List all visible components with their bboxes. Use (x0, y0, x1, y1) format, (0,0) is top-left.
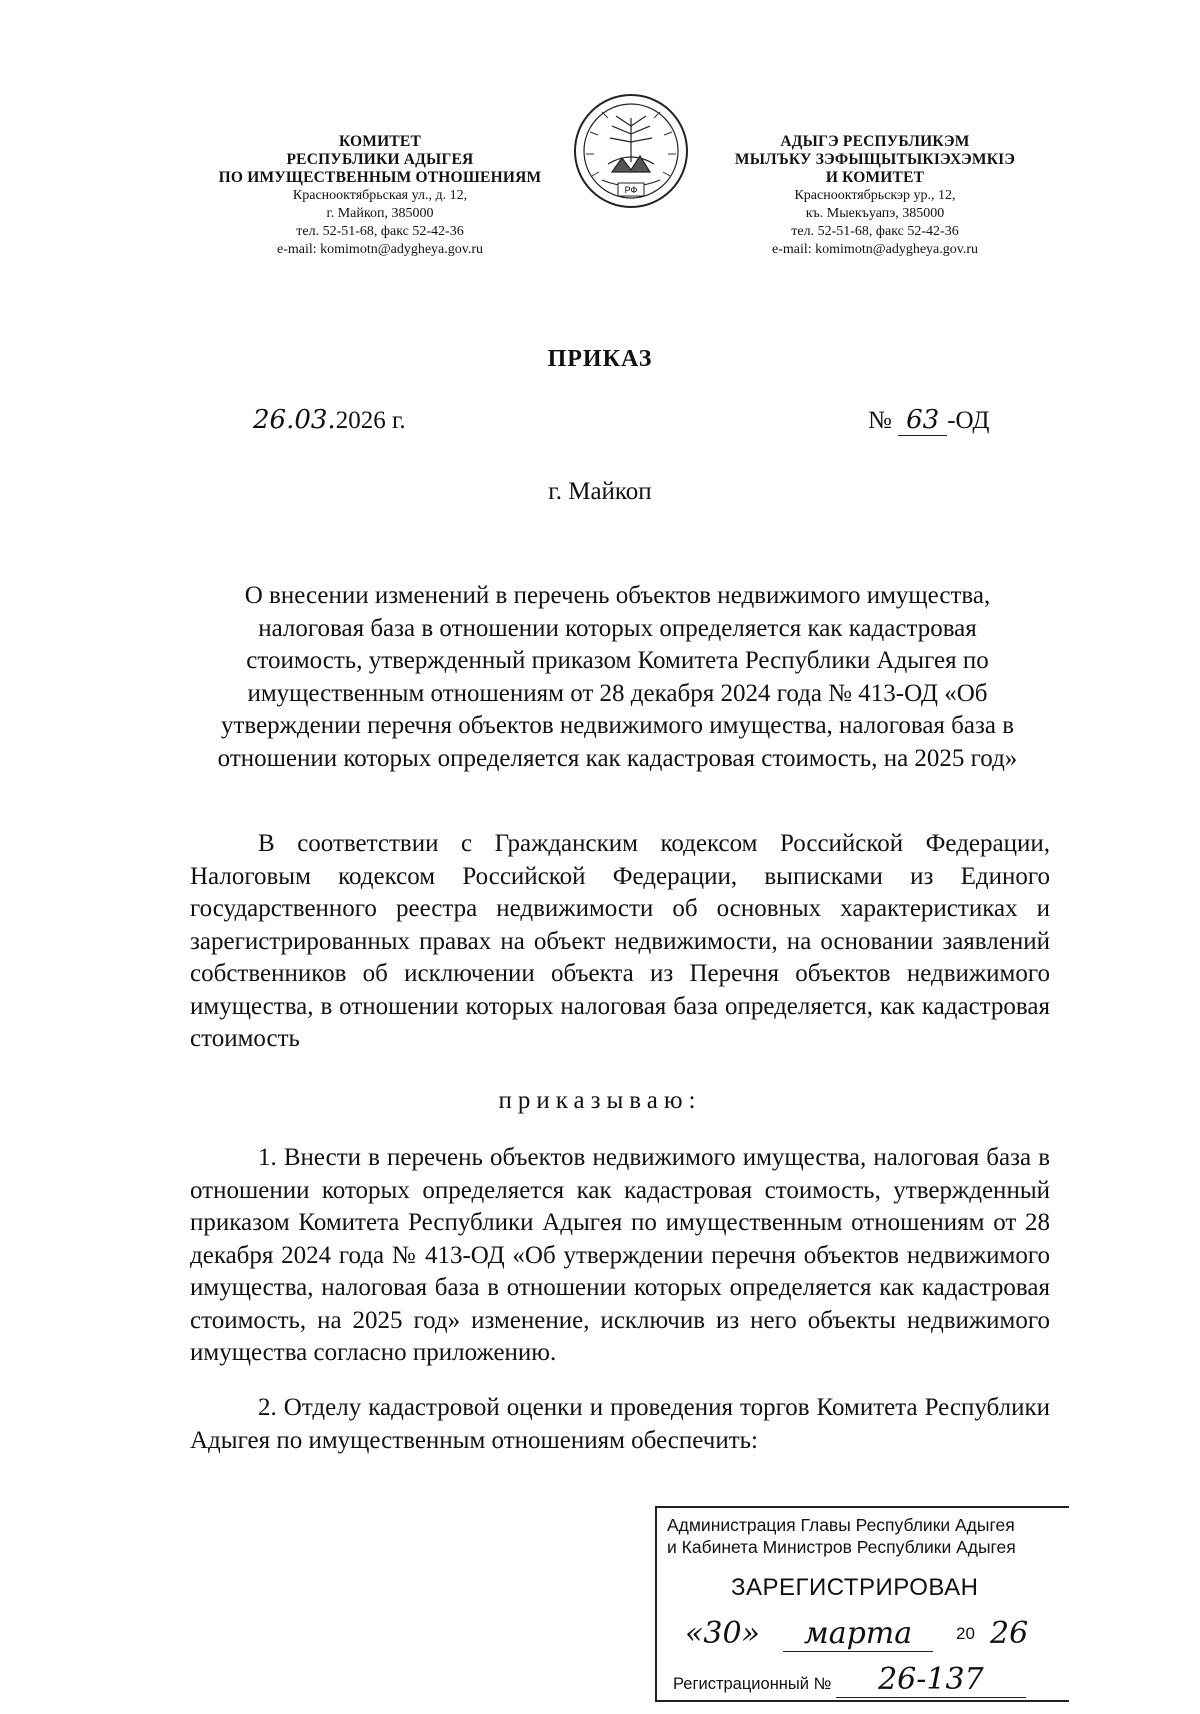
date-handwritten: 26.03. (253, 405, 336, 435)
registration-stamp (655, 1506, 1069, 1702)
header-right-line3: И КОМИТЕТ (825, 169, 925, 186)
stamp-year-handwritten: 26 (990, 1616, 1029, 1651)
item-1-paragraph: 1. Внести в перечень объектов недвижимого имущества, налоговая база в отношении которых определяется как кадастровая стоимость, утвержденный приказом Комитета Республики Адыгея по имущественным отношениям от 28 декабря 2024 года № 413-ОД «Об утверждении перечня объектов недвижимого имущества, налоговая база в отношении которых определяется как кадастровая стоимость, на 2025 год» изменение, исключив из него объекты недвижимого имущества согласно приложению. (190, 1144, 1050, 1366)
preamble-paragraph: В соответствии с Гражданским кодексом Российской Федерации, Налоговым кодексом Российской Федерации, выписками из Единого государственного реестра недвижимости об основных характеристиках и зарегистрированных правах на объект недвижимости, на основании заявлений собственников об исключении объекта из Перечня объектов недвижимого имущества, в отношении которых налоговая база определяется, как кадастровая стоимость (190, 830, 1050, 1052)
header-left-address1: Краснооктябрьская ул., д. 12, (292, 188, 468, 203)
header-right-address1: Краснооктябрьскэр ур., 12, (794, 188, 956, 203)
document-subject: О внесении изменений в перечень объектов недвижимого имущества, налоговая база в отношении которых определяется как кадастровая стоимость, утвержденный приказом Комитета Республики Адыгея по имущественным отношениям от 28 декабря 2024 года № 413-ОД «Об утверждении перечня объектов недвижимого имущества, налоговая база в отношении которых определяется как кадастровая стоимость, на 2025 год» (217, 582, 1018, 772)
coat-of-arms-icon (572, 92, 690, 210)
stamp-day-handwritten: «30» (685, 1616, 760, 1651)
document-date (253, 405, 406, 435)
number-suffix: -ОД (947, 407, 990, 434)
stamp-status: ЗАРЕГИСТРИРОВАН (731, 1574, 979, 1601)
header-left-line3: ПО ИМУЩЕСТВЕННЫМ ОТНОШЕНИЯМ (218, 169, 542, 186)
document-number (868, 405, 989, 435)
stamp-date (673, 1616, 1053, 1656)
emblem-label: РФ (624, 185, 638, 195)
header-right-email: e-mail: komimotn@adygheya.gov.ru (772, 242, 978, 257)
header-right-address2: къ. Мыекъуапэ, 385000 (805, 206, 945, 221)
document-title: ПРИКАЗ (547, 346, 653, 372)
stamp-organization (667, 1514, 1016, 1558)
stamp-year-prefix: 20 (956, 1624, 975, 1643)
header-right (690, 133, 1060, 259)
document-city: г. Майкоп (548, 478, 652, 505)
item-2-paragraph: 2. Отделу кадастровой оценки и проведения торгов Комитета Республики Адыгея по имущественным отношениям обеспечить: (190, 1394, 1050, 1454)
header-right-line2: МЫЛЪКУ ЗЭФЫЩЫТЫКIЭХЭМКIЭ (734, 151, 1016, 168)
header-left-line2: РЕСПУБЛИКИ АДЫГЕЯ (286, 151, 474, 168)
stamp-registration-number (673, 1662, 1026, 1698)
header-right-phone: тел. 52-51-68, факс 52-42-36 (791, 224, 959, 239)
header-right-line1: АДЫГЭ РЕСПУБЛИКЭМ (780, 133, 970, 150)
order-word: приказываю: (498, 1087, 702, 1114)
header-left-email: e-mail: komimotn@adygheya.gov.ru (277, 242, 483, 257)
header-left-address2: г. Майкоп, 385000 (326, 206, 434, 221)
date-printed: 2026 г. (335, 407, 406, 434)
header-left-phone: тел. 52-51-68, факс 52-42-36 (296, 224, 464, 239)
stamp-month-handwritten: марта (783, 1616, 933, 1652)
header-left (180, 133, 580, 259)
stamp-org-line2: и Кабинета Министров Республики Адыгея (667, 1537, 1016, 1557)
stamp-reg-number-handwritten: 26-137 (836, 1662, 1026, 1698)
number-handwritten: 63 (898, 405, 947, 436)
header-left-line1: КОМИТЕТ (338, 133, 421, 150)
stamp-org-line1: Администрация Главы Республики Адыгея (667, 1515, 1015, 1535)
stamp-reg-label: Регистрационный № (673, 1675, 832, 1693)
number-prefix: № (868, 407, 892, 434)
